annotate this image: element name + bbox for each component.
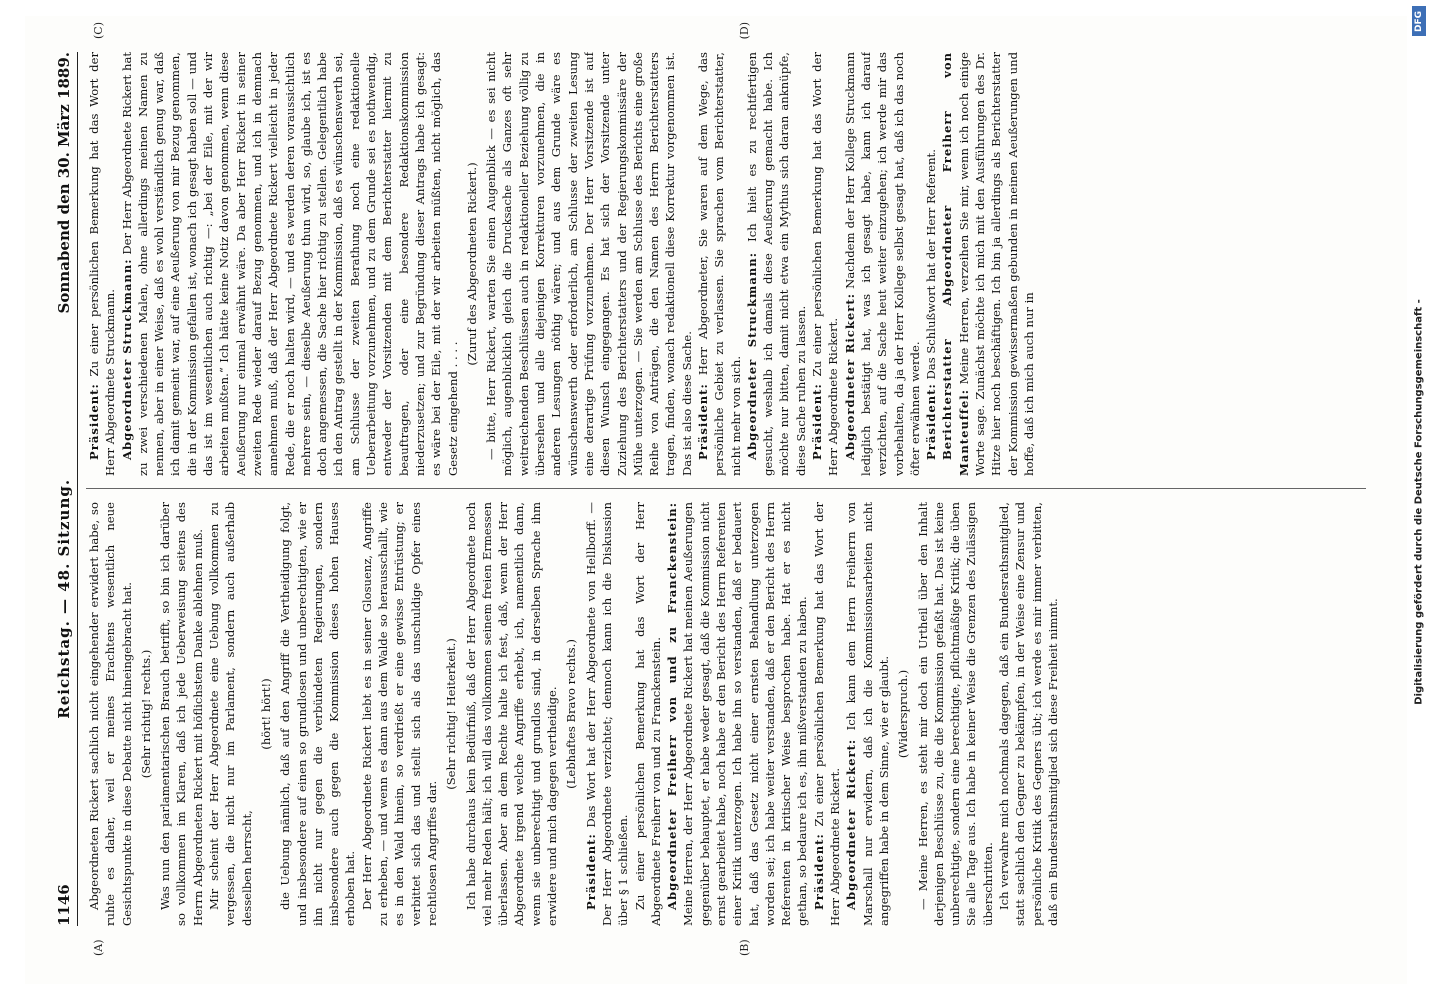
- margin-marker-b: (B): [738, 939, 751, 956]
- text-paragraph: [206, 502, 255, 926]
- paragraph-text: (hört! hört!): [258, 678, 273, 750]
- paragraph-text: Mir scheint der Herr Abgeordnete eine Uebung vollkommen zu vergessen, die nicht nur im Parlament, sondern auch außerhalb desselben herrscht,: [207, 502, 254, 926]
- paragraph-text: (Lebhaftes Bravo rechts.): [564, 639, 579, 789]
- speech-paragraph: [843, 502, 892, 926]
- digitization-strip: [1410, 6, 1428, 998]
- margin-marker-a: (A): [92, 939, 105, 956]
- dfg-logo: DFG: [1412, 6, 1426, 36]
- speaker-name: Präsident:: [924, 383, 939, 460]
- paragraph-text: Zu einer persönlichen Bemerkung hat das Wort der Herr Abgeordnete Rickert.: [811, 502, 843, 926]
- interjection: [895, 502, 911, 926]
- interjection: [464, 52, 480, 476]
- paragraph-text: Zu einer persönlichen Bemerkung hat das Wort der Herr Abgeordnete Freiherr von und zu Franckenstein.: [632, 502, 663, 926]
- session-date: Sonnabend den 30. März 1889.: [55, 52, 73, 314]
- text-paragraph: [86, 502, 135, 926]
- paragraph-text: — Meine Herren, es steht mir doch ein Urtheil über den Inhalt derjenigen Beschlüsse zu, die die Kommission gefaßt hat. Das ist keine unberechtigte, sondern eine berechtigte, pflichtmäßige Kritik; die üben Sie alle Tage aus. Ich habe in keiner Weise die Grenzen des Zulässigen überschritten.: [915, 502, 995, 926]
- paragraph-text: die Uebung nämlich, daß auf den Angriff die Vertheidigung folgt, und insbesondere auf einen so grundlosen und unberechtigten, wie er ihn nicht nur gegen die verbündeten Regierungen, sondern insbesondere auch gegen die Kommission dieses hohen Hauses erhoben hat.: [278, 502, 358, 926]
- speaker-name: Abgeordneter Struckmann:: [119, 258, 134, 460]
- paragraph-text: Zu einer persönlichen Bemerkung hat das Wort der Herr Abgeordnete Rickert.: [810, 52, 841, 476]
- interjection: [563, 502, 579, 926]
- interjection: [443, 502, 459, 926]
- margin-marker-d: (D): [738, 22, 751, 40]
- paragraph-text: (Zuruf des Abgeordneten Rickert.): [464, 162, 479, 366]
- paragraph-text: Das Schlußwort hat der Herr Referent.: [924, 149, 939, 380]
- speech-paragraph: [842, 52, 923, 476]
- speech-paragraph: [811, 502, 844, 926]
- interjection: [258, 502, 274, 926]
- speech-paragraph: [695, 52, 744, 476]
- paragraph-text: — bitte, Herr Rickert, warten Sie einen Augenblick — es sei nicht möglich, augenblicklich gleich die Drucksache als Ganzes oft sehr weitreichenden Beschlüssen auch in redaktioneller Beziehung völlig zu übersehen und alle diejenigen Korrekturen vorzunehmen, die in anderen Lesungen nöthig wären; und aus dem Grunde wäre es wünschenswerth oder erforderlich, am Schlusse der zweiten Lesung eine derartige Prüfung vorzunehmen. Der Herr Vorsitzende ist auf diesen Wunsch eingegangen. Es hat sich der Vorsitzende unter Zuziehung des Berichterstatters und der Regierungskommissäre der Mühe unterzogen. — Sie werden am Schlusse des Berichts eine große Reihe von Anträgen, die den Namen des Herrn Berichterstatters tragen, finden, wonach redaktionell diese Korrektur vorgenommen ist. Das ist also diese Sache.: [484, 52, 694, 476]
- page-number: 1146: [55, 884, 73, 926]
- speech-paragraph: [664, 502, 811, 926]
- text-paragraph: [277, 502, 358, 926]
- speaker-name: Präsident:: [87, 383, 101, 460]
- text-paragraph: [359, 502, 440, 926]
- document-page: [25, 16, 1407, 984]
- speech-paragraph: [809, 52, 842, 476]
- paragraph-text: Der Herr Abgeordnete Rickert liebt es in seiner Glosuenz, Angriffe zu erheben, — und wenn es dann aus dem Walde so herausschallt, wie es in den Wald hinein, so verdrießt er eine gewisse Entrüstung; er verbittet sich das und stellt sich als das unschuldige Opfer eines rechtlosen Angriffes dar.: [359, 502, 439, 926]
- speech-paragraph: [583, 502, 632, 926]
- speaker-name: Abgeordneter Rickert:: [842, 293, 857, 460]
- speaker-name: Abgeordneter Rickert:: [844, 738, 859, 910]
- speech-paragraph: [939, 52, 1037, 476]
- speaker-name: Präsident:: [695, 383, 710, 460]
- paragraph-text: Was nun den parlamentarischen Brauch betrifft, so bin ich darüber so vollkommen im Klaren, daß ich jede Ueberweisung seitens des Herrn Abgeordneten Rickert mit höflichstem Danke ablehnen muß.: [158, 502, 205, 926]
- text-paragraph: [996, 502, 1061, 926]
- paragraph-text: Ich habe durchaus kein Bedürfniß, daß der Herr Abgeordnete noch viel mehr Reden hält; ich will das vollkommen seinem freien Ermessen überlassen. Aber an dem Rechte halte ich fest, daß, wenn der Herr Abgeordnete irgend welche Angriffe erhebt, ich, namentlich dann, wenn sie unberechtigt und grundlos sind, in derselben Sprache ihm erwidere und mich dagegen vertheidige.: [463, 502, 560, 926]
- text-columns: [86, 22, 1366, 956]
- speaker-name: Abgeordneter Struckmann:: [744, 252, 759, 460]
- speech-paragraph: [119, 52, 461, 476]
- paragraph-text: Zu einer persönlichen Bemerkung hat das Wort der Herr Abgeordnete Struckmann.: [87, 52, 118, 476]
- column-divider: [86, 488, 1366, 489]
- paragraph-text: Abgeordneten Rickert sachlich nicht eingehender erwidert habe, so ruhte es daher, weil er meines Erachtens wesentlich neue Gesichtspunkte in diese Debatte nicht hineingebracht hat.: [87, 502, 134, 926]
- speaker-name: Präsident:: [810, 383, 825, 460]
- paragraph-text: (Widerspruch.): [896, 669, 911, 759]
- text-paragraph: [632, 502, 665, 926]
- paragraph-text: Ich kann dem Herrn Freiherrn von Marschall nur erwidern, daß ich die Kommissionsarbeiten nicht angegriffen habe in dem Sinne, wie er glaubt.: [844, 502, 891, 926]
- text-paragraph: [915, 502, 996, 926]
- paragraph-text: (Sehr richtig! rechts.): [138, 649, 153, 779]
- speech-paragraph: [923, 52, 939, 476]
- paragraph-text: Der Herr Abgeordnete Rickert hat zu zwei verschiedenen Malen, ohne allerdings meinen Namen zu nennen, aber in einer Weise, daß es wohl verständlich genug war, daß ich damit gemeint war, auf eine Aeußerung von mir Bezug genommen, die in der Kommission gefallen ist, wonach ich gesagt haben soll — und das ist im wesentlichen auch richtig —: „bei der Eile, mit der wir arbeiten mußten.“ Ich hätte keine Notiz davon genommen, wenn diese Aeußerung nur einmal erwähnt wäre. Da aber Herr Rickert in seiner zweiten Rede wieder darauf Bezug genommen, und ich in demnach annehmen muß, daß der Herr Abgeordnete Rickert vielleicht in jeder Rede, die er noch halten wird, — und es werden deren voraussichtlich mehrere sein, — dieselbe Aeußerung thun wird, so, glaube ich, ist es doch angemessen, die Sache hier richtig zu stellen. Gelegentlich habe ich den Antrag gestellt in der Kommission, daß es wünschenswerth sei, am Schlusse der zweiten Berathung noch eine redaktionelle Ueberarbeitung vorzunehmen, und zu dem Grunde sei es nothwendig, entweder der Vorsitzenden mit dem Berichterstatter hiermit zu beauftragen, oder eine besondere Redaktionskommission niederzusetzen; und zur Begründung dieser Antrags habe ich gesagt: es wäre bei der Eile, mit der wir arbeiten müßten, nicht möglich, das Gesetz eingehend . . . .: [119, 52, 460, 476]
- running-header: [55, 52, 78, 926]
- paragraph-text: Das Wort hat der Herr Abgeordnete von Hellborff. — Der Herr Abgeordnete verzichtet; dennoch kann ich die Diskussion über § 1 schließen.: [583, 502, 631, 926]
- paragraph-text: Meine Herren, der Herr Abgeordnete Rickert hat meinen Aeußerungen gegenüber behauptet, er habe weder gesagt, daß die Kommission nicht ernst gearbeitet habe, noch habe er den Bericht des Herrn Referenten einer Kritik unterzogen. Ich habe ihn so verstanden, daß er bedauert hat, daß das Gesetz nicht einer ernsten Behandlung unterzogen worden sei; ich habe weiter verstanden, daß er den Bericht des Herrn Referenten in kritischer Weise besprochen habe. Hat er es nicht gethan, so bedaure ich es, ihn mißverstanden zu haben.: [681, 502, 810, 926]
- paragraph-text: Ich verwahre mich nochmals dagegen, daß ein Bundesrathsmitglied, statt sachlich den Gegner zu bekämpfen, in der Weise eine Zensur und persönliche Kritik des Gegners übt; ich werde es mir immer verbitten, daß ein Bundesrathsmitglied sich diese Freiheit nimmt.: [997, 502, 1060, 926]
- right-column: [86, 52, 1366, 476]
- speaker-name: Berichterstatter Abgeordneter Freiherr von Manteuffel:: [940, 52, 971, 476]
- digitization-note: Digitalisierung gefördert durch die Deutsche Forschungsgemeinschaft -: [1413, 299, 1425, 705]
- text-paragraph: [463, 502, 561, 926]
- paragraph-text: Ich hielt es zu rechtfertigen gesucht, weshalb ich damals diese Aeußerung gemacht habe. Ich möchte nur bitten, damit nicht etwa ein Mythus sich daran anknüpfe, diese Sache ruhen zu lassen.: [744, 52, 808, 476]
- speaker-name: Abgeordneter Freiherr von und zu Franckenstein:: [665, 502, 680, 910]
- speech-paragraph: [86, 52, 119, 476]
- page-title: Reichstag. — 48. Sitzung.: [55, 478, 73, 719]
- speaker-name: Präsident:: [811, 833, 826, 910]
- speech-paragraph: [744, 52, 809, 476]
- paragraph-text: Herr Abgeordneter, Sie waren auf dem Wege, das persönliche Gebiet zu verlassen. Sie sprachen vom Berichterstatter, nicht mehr von sich.: [695, 52, 743, 476]
- paragraph-text: Nachdem der Herr Kollege Struckmann lediglich bestätigt hat, was ich gesagt habe, kann ich darauf verzichten, auf die Sache heut weiter einzugehen; ich werde mir das vorbehalten, da ja der Herr Kollege selbst gesagt hat, daß ich das noch öfter erwähnen werde.: [842, 52, 922, 476]
- speaker-name: Präsident:: [583, 833, 598, 910]
- margin-marker-c: (C): [92, 22, 105, 39]
- paragraph-text: (Sehr richtig! Heiterkeit.): [444, 638, 459, 790]
- text-paragraph: [157, 502, 206, 926]
- paragraph-text: Meine Herren, verzeihen Sie mir, wenn ich noch einige Worte sage. Zunächst möchte ich mich mit den Ausführungen des Dr. Hitze hier noch beschäftigen. Ich bin ja allerdings als Berichterstatter der Kommission gewissermaßen gebunden in meinen Aeußerungen und hoffe, daß ich mich auch nur in: [956, 52, 1036, 476]
- text-paragraph: [483, 52, 695, 476]
- interjection: [138, 502, 154, 926]
- left-column: [86, 502, 1366, 926]
